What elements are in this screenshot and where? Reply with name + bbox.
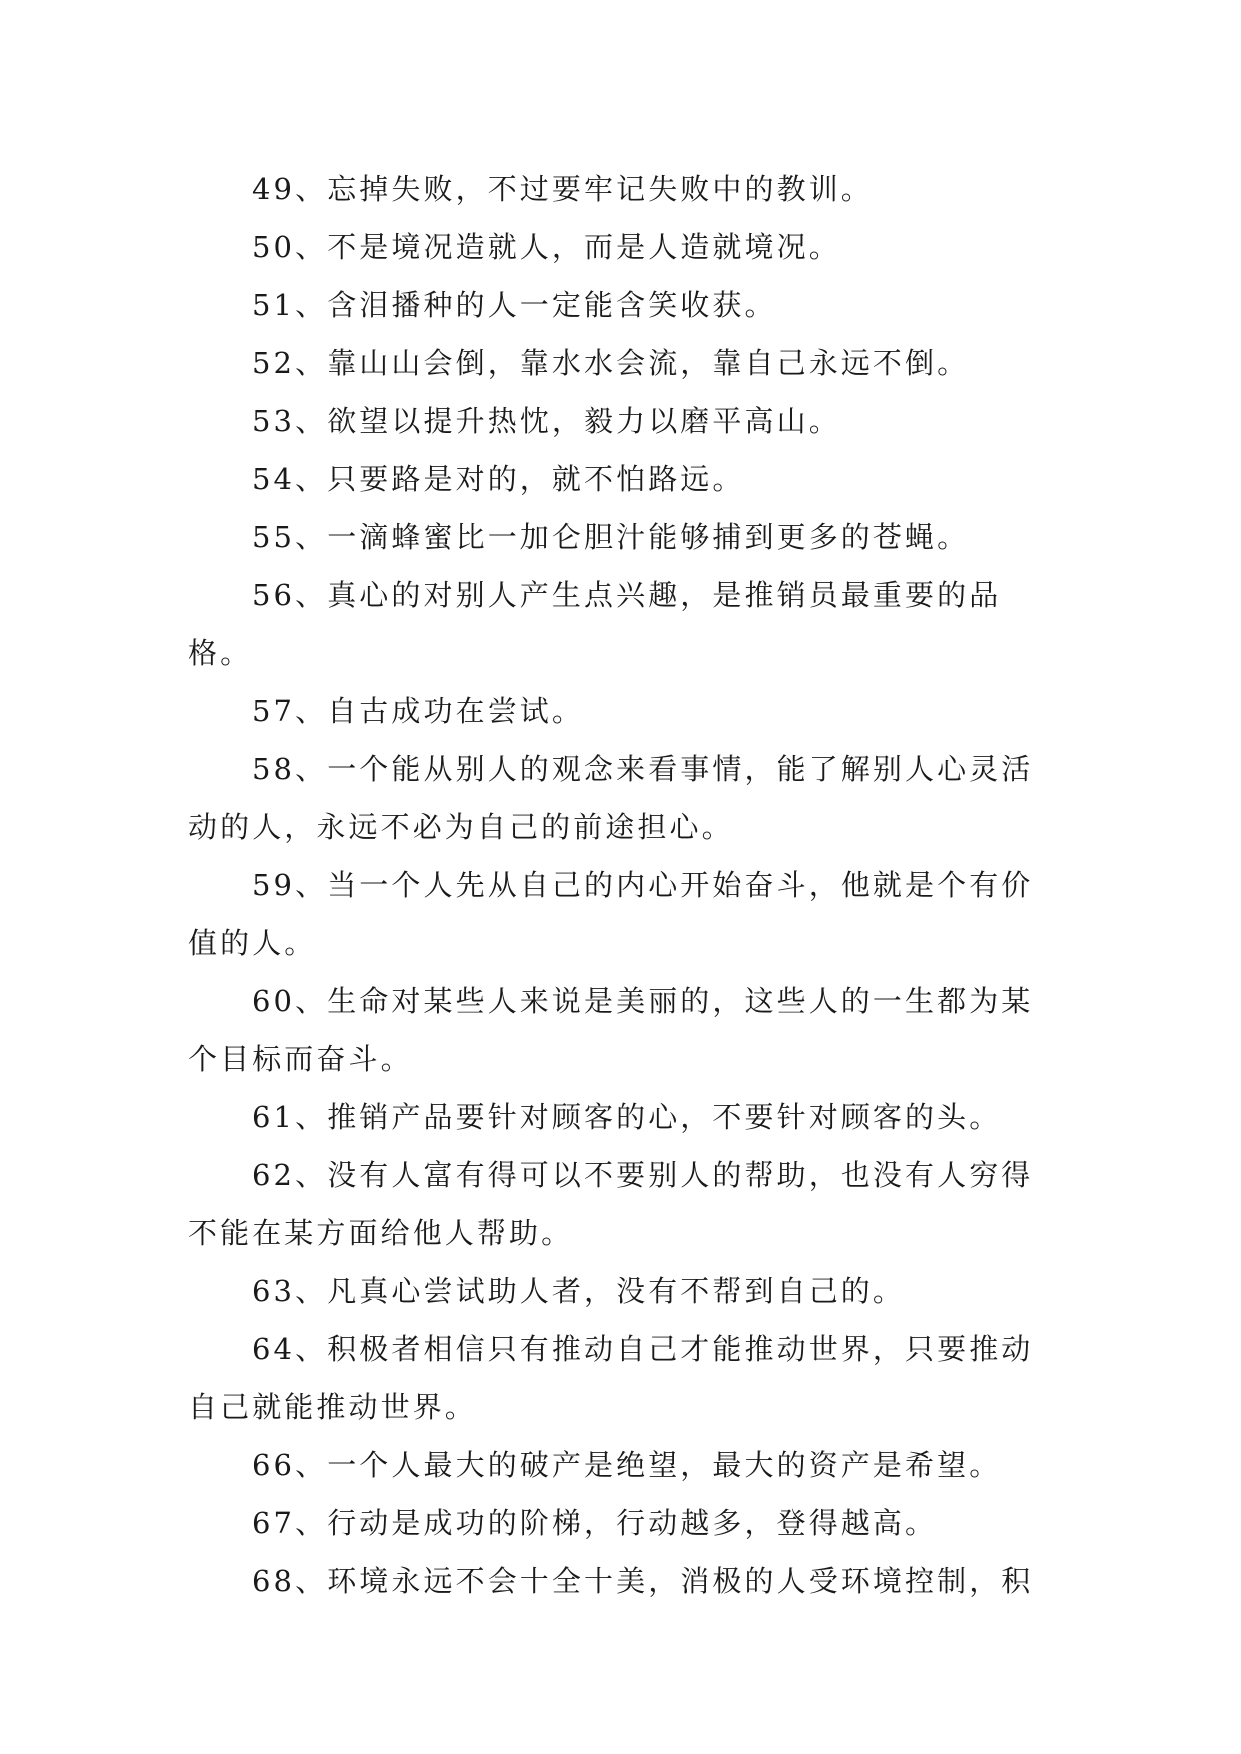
- paragraph-53: 53、欲望以提升热忱，毅力以磨平高山。: [252, 404, 841, 438]
- paragraph-54: 54、只要路是对的，就不怕路远。: [252, 462, 745, 496]
- paragraph-68: 68、环境永远不会十全十美，消极的人受环境控制，积: [252, 1564, 1034, 1598]
- paragraph-60: 60、生命对某些人来说是美丽的，这些人的一生都为某个目标而奋斗。: [188, 984, 1034, 1076]
- paragraph-55: 55、一滴蜂蜜比一加仑胆汁能够捕到更多的苍蝇。: [252, 520, 970, 554]
- paragraph-67: 67、行动是成功的阶梯，行动越多，登得越高。: [252, 1506, 938, 1540]
- paragraph-50: 50、不是境况造就人，而是人造就境况。: [252, 230, 841, 264]
- paragraph-52: 52、靠山山会倒，靠水水会流，靠自己永远不倒。: [252, 346, 970, 380]
- paragraph-61: 61、推销产品要针对顾客的心，不要针对顾客的头。: [252, 1100, 1002, 1134]
- document-body: [188, 160, 1054, 1610]
- paragraph-64: 64、积极者相信只有推动自己才能推动世界，只要推动自己就能推动世界。: [188, 1332, 1034, 1424]
- paragraph-51: 51、含泪播种的人一定能含笑收获。: [252, 288, 777, 322]
- paragraph-49: 49、忘掉失败，不过要牢记失败中的教训。: [252, 172, 873, 206]
- paragraph-63: 63、凡真心尝试助人者，没有不帮到自己的。: [252, 1274, 906, 1308]
- paragraph-58: 58、一个能从别人的观念来看事情，能了解别人心灵活动的人，永远不必为自己的前途担心。: [188, 752, 1034, 844]
- paragraph-66: 66、一个人最大的破产是绝望，最大的资产是希望。: [252, 1448, 1002, 1482]
- paragraph-59: 59、当一个人先从自己的内心开始奋斗，他就是个有价值的人。: [188, 868, 1034, 960]
- paragraph-62: 62、没有人富有得可以不要别人的帮助，也没有人穷得不能在某方面给他人帮助。: [188, 1158, 1034, 1250]
- paragraph-57: 57、自古成功在尝试。: [252, 694, 585, 728]
- paragraph-56: 56、真心的对别人产生点兴趣，是推销员最重要的品格。: [188, 578, 1002, 670]
